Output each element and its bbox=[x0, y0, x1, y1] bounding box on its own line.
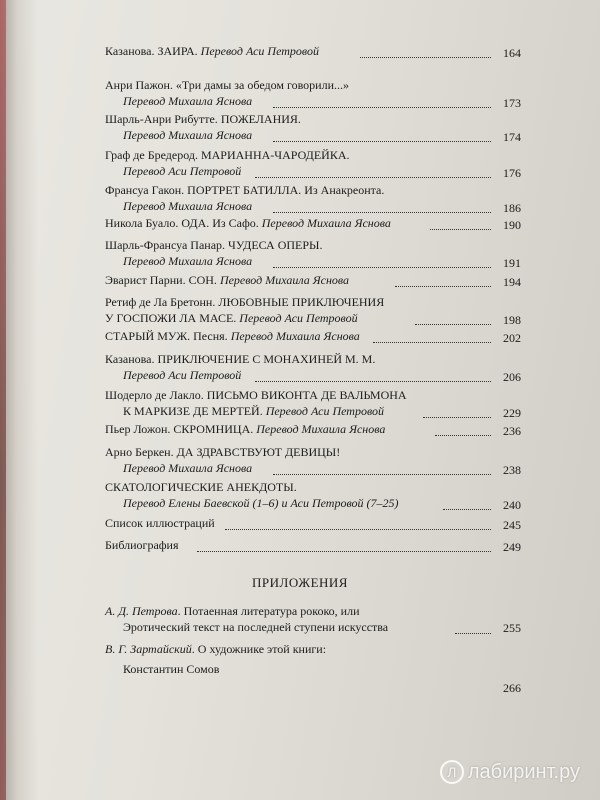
entry-title: ПОЖЕЛАНИЯ. bbox=[220, 112, 301, 126]
dot-leader bbox=[415, 324, 491, 325]
entry-title-cont: К МАРКИЗЕ ДЕ МЕРТЕЙ. bbox=[123, 404, 266, 418]
dot-leader bbox=[197, 551, 491, 552]
watermark-text: лабиринт.ру bbox=[467, 760, 580, 783]
appendix-author: В. Г. Зартайский bbox=[105, 642, 192, 656]
entry-translator: Перевод Елены Баевской (1–6) и Аси Петровой (7–25) bbox=[123, 496, 399, 510]
dot-leader bbox=[395, 286, 491, 287]
entry-translator: Перевод Михаила Яснова bbox=[219, 273, 350, 287]
page-number: 240 bbox=[503, 498, 521, 512]
dot-leader bbox=[273, 212, 491, 213]
toc-entry bbox=[105, 329, 521, 345]
dot-leader bbox=[455, 633, 491, 634]
page-number: 191 bbox=[503, 256, 521, 270]
toc-entry bbox=[105, 148, 521, 180]
entry-title: Список иллюстраций bbox=[105, 516, 215, 530]
entry-title: ПИСЬМО ВИКОНТА ДЕ ВАЛЬМОНА bbox=[206, 388, 407, 402]
entry-translator: Перевод Аси Петровой bbox=[265, 404, 384, 418]
page-number: 249 bbox=[503, 540, 521, 554]
appendix-entry bbox=[105, 642, 521, 696]
entry-translator: Перевод Михаила Яснова bbox=[123, 199, 253, 213]
toc-entry bbox=[105, 273, 521, 289]
entry-author: Казанова. bbox=[105, 352, 158, 366]
dot-leader bbox=[255, 381, 491, 382]
dot-leader bbox=[373, 342, 491, 343]
entry-author: Пьер Ложон. bbox=[105, 422, 174, 436]
page-number: 255 bbox=[503, 621, 521, 635]
dot-leader bbox=[225, 529, 491, 530]
entry-author: Граф де Бредерод. bbox=[105, 148, 201, 162]
appendix-title: . Потаенная литература рококо, или bbox=[177, 604, 360, 618]
toc-entry bbox=[105, 112, 521, 144]
page-number: 238 bbox=[503, 463, 521, 477]
toc-entry bbox=[105, 183, 521, 215]
dot-leader bbox=[255, 177, 491, 178]
entry-author: Франсуа Гакон. bbox=[105, 183, 188, 197]
entry-translator: Перевод Аси Петровой bbox=[239, 311, 358, 325]
toc-entry bbox=[105, 516, 521, 532]
dot-leader bbox=[273, 107, 491, 108]
page-number: 245 bbox=[503, 518, 521, 532]
entry-title: «Три дамы за обедом говорили...» bbox=[175, 78, 349, 92]
entry-title: ПОРТРЕТ БАТИЛЛА. Из Анакреонта. bbox=[187, 183, 385, 197]
dot-leader bbox=[435, 435, 491, 436]
entry-author: Ретиф де Ла Бретонн. bbox=[105, 295, 219, 309]
entry-translator: Перевод Аси Петровой bbox=[123, 164, 242, 178]
page-number: 174 bbox=[503, 130, 521, 144]
appendix-entry bbox=[105, 604, 521, 636]
page-number: 194 bbox=[503, 275, 521, 289]
dot-leader bbox=[273, 474, 491, 475]
entry-title: Библиография bbox=[105, 538, 179, 552]
dot-leader bbox=[273, 141, 491, 142]
toc-entry bbox=[105, 388, 521, 420]
toc-entry bbox=[105, 295, 521, 327]
toc-entry bbox=[105, 480, 521, 512]
toc-entry bbox=[105, 78, 521, 110]
toc-entry bbox=[105, 445, 521, 477]
entry-author: Казанова. bbox=[105, 44, 158, 58]
dot-leader bbox=[430, 229, 491, 230]
entry-title: СКАТОЛОГИЧЕСКИЕ АНЕКДОТЫ. bbox=[105, 480, 297, 494]
entry-author: Шарль-Анри Рибутте. bbox=[105, 112, 221, 126]
entry-translator: Перевод Михаила Яснова bbox=[230, 329, 360, 343]
page-number: 236 bbox=[503, 424, 521, 438]
entry-author: Никола Буало. bbox=[105, 216, 182, 230]
page-number: 190 bbox=[503, 218, 521, 232]
entry-title-cont: У ГОСПОЖИ ЛА МАСЕ. bbox=[105, 311, 240, 325]
page-number: 164 bbox=[503, 46, 521, 60]
entry-title: ПРИКЛЮЧЕНИЕ С МОНАХИНЕЙ М. М. bbox=[157, 352, 376, 366]
entry-translator: Перевод Михаила Яснова bbox=[256, 422, 386, 436]
entry-title: СКРОМНИЦА. bbox=[173, 422, 257, 436]
appendix-title: . О художнике этой книги: bbox=[191, 642, 327, 656]
toc-entry bbox=[105, 538, 521, 554]
entry-translator: Перевод Аси Петровой bbox=[123, 368, 242, 382]
entry-title: ОДА. Из Сафо. bbox=[181, 216, 262, 230]
entry-translator: Перевод Аси Петровой bbox=[200, 44, 319, 58]
toc-entry bbox=[105, 422, 521, 438]
entry-title: ДА ЗДРАВСТВУЮТ ДЕВИЦЫ! bbox=[176, 445, 341, 459]
appendix-title-cont: Константин Сомов bbox=[123, 662, 220, 676]
entry-title: ЧУДЕСА ОПЕРЫ. bbox=[228, 238, 323, 252]
entry-translator: Перевод Михаила Яснова bbox=[123, 254, 253, 268]
entry-title: ЛЮБОВНЫЕ ПРИКЛЮЧЕНИЯ bbox=[218, 295, 385, 309]
entry-title: ЗАИРА. bbox=[157, 44, 201, 58]
page-number: 266 bbox=[503, 681, 521, 695]
page-number: 229 bbox=[503, 406, 521, 420]
appendix-author: А. Д. Петрова bbox=[105, 604, 178, 618]
page-number: 198 bbox=[503, 313, 521, 327]
dot-leader bbox=[360, 57, 491, 58]
appendix-title-cont: Эротический текст на последней ступени искусства bbox=[123, 620, 389, 634]
entry-title: СТАРЫЙ МУЖ. Песня. bbox=[105, 329, 231, 343]
labirint-logo-icon: Л bbox=[440, 760, 464, 784]
toc-entry bbox=[105, 238, 521, 270]
dot-leader bbox=[273, 267, 491, 268]
entry-author: Шодерло де Лакло. bbox=[105, 388, 207, 402]
dot-leader bbox=[443, 509, 491, 510]
entry-author: Анри Пажон. bbox=[105, 78, 176, 92]
page-number: 176 bbox=[503, 166, 521, 180]
watermark bbox=[440, 760, 580, 784]
page-number: 173 bbox=[503, 96, 521, 110]
entry-title: СОН. bbox=[188, 273, 220, 287]
entry-translator: Перевод Михаила Яснова bbox=[123, 461, 253, 475]
entry-title: МАРИАННА-ЧАРОДЕЙКА. bbox=[200, 148, 350, 162]
dot-leader bbox=[423, 417, 491, 418]
entry-author: Арно Беркен. bbox=[105, 445, 177, 459]
toc-entry bbox=[105, 352, 521, 384]
toc-entry bbox=[105, 44, 521, 60]
entry-translator: Перевод Михаила Яснова bbox=[123, 94, 253, 108]
page-number: 206 bbox=[503, 370, 521, 384]
entry-author: Шарль-Франсуа Панар. bbox=[105, 238, 229, 252]
entry-translator: Перевод Михаила Яснова bbox=[123, 128, 253, 142]
entry-translator: Перевод Михаила Яснова bbox=[261, 216, 391, 230]
page-number: 202 bbox=[503, 331, 521, 345]
appendix-heading: ПРИЛОЖЕНИЯ bbox=[252, 575, 348, 590]
page-number: 186 bbox=[503, 201, 521, 215]
entry-author: Эварист Парни. bbox=[105, 273, 189, 287]
toc-entry bbox=[105, 216, 521, 232]
